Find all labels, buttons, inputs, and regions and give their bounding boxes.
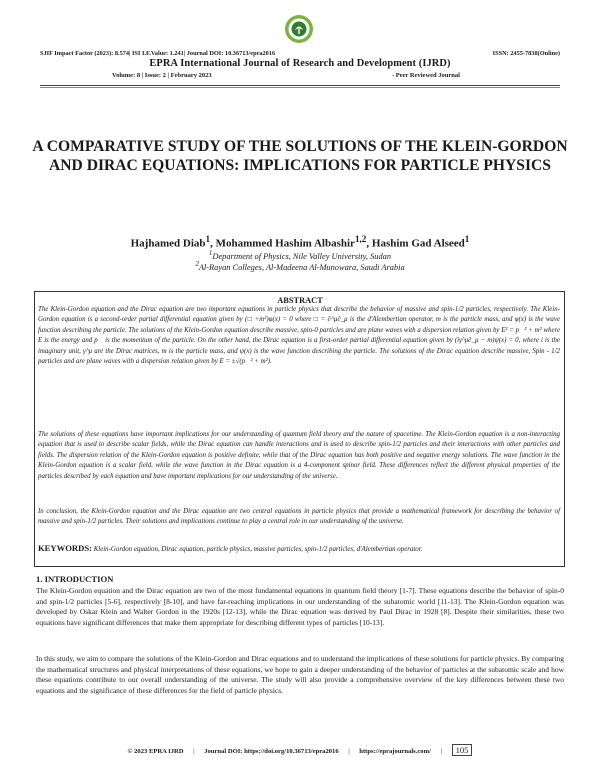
page-footer xyxy=(0,745,600,755)
header-divider-thin xyxy=(40,87,560,88)
author-affiliation-mark: 1 xyxy=(205,234,211,244)
footer-url[interactable]: https://eprajournals.com/ xyxy=(359,748,431,755)
header-divider xyxy=(40,85,560,86)
page-number: 105 xyxy=(452,744,473,756)
abstract-paragraph: The Klein-Gordon equation and the Dirac equation are two important equations in particle physics that describe the behavior of massive and spin-1/2 particles, respectively. The Klein-Gordon equation is a second-order partial differential equation given by (□ +m²)φ(x) = 0 where □ = ∂^μ∂_μ is the d'Alembertian operator, m is the particle mass, and φ(x) is the wave function describing the particle. The solutions of the Klein-Gordon equation describe massive, spin-0 particles and are plane waves with a dispersion relation given by E² = p⃗² + m² where E is the energy and p⃗ is the momentum of the particle. On the other hand, the Dirac equation is a first-order partial differential equation given by (iγ^μ∂_μ − m)ψ(x) = 0, where i is the imaginary unit, γ^μ are the Dirac matrices, m is the particle mass, and ψ(x) is the wave function describing the particle. The solutions of the Dirac equation describe massive, Spin - 1/2 particles and are plane waves with a dispersion relation given by E = ±√(p⃗² + m²). xyxy=(38,306,560,366)
issue-line xyxy=(112,72,492,79)
abstract-heading: ABSTRACT xyxy=(277,296,323,305)
journal-title: EPRA International Journal of Research and Development (IJRD) xyxy=(149,58,451,69)
affiliation-text: Department of Physics, Nile Valley University, Sudan xyxy=(212,251,392,261)
journal-logo-icon xyxy=(284,14,314,44)
body-paragraph: In this study, we aim to compare the solutions of the Klein-Gordon and Dirac equations and to understand the implications of these solutions for particle physics. By comparing the mathematical structures and physical interpretations of these equations, we hope to gain a deeper understanding of the behavior of particles at the subatomic scale and how these equations contribute to our overall understanding of the universe. The study will also provide a comprehensive overview of the key differences between these two equations and the significance of these differences for the field of particle physics. xyxy=(36,654,564,695)
author-affiliation-mark: 1 xyxy=(464,234,470,244)
author-name: Hajhamed Diab xyxy=(130,237,206,250)
author-affiliation-mark: 1,2 xyxy=(354,234,367,244)
paper-title: A COMPARATIVE STUDY OF THE SOLUTIONS OF THE KLEIN-GORDON AND DIRAC EQUATIONS: IMPLICATIONS FOR PARTICLE PHYSICS xyxy=(32,138,568,175)
section-heading: 1. INTRODUCTION xyxy=(36,574,114,584)
keywords-label: KEYWORDS: xyxy=(38,543,92,553)
author-list xyxy=(0,234,600,250)
keywords xyxy=(38,543,560,555)
keywords-text: Klein-Gordon equation, Dirac equation, particle physics, massive particles, spin-1/2 particles, d'Alembertian operator. xyxy=(93,546,423,553)
author-separator: , xyxy=(366,237,372,250)
impact-factor: SJIF Impact Factor (2023): 8.574| ISI I.F.Value: 1.241| Journal DOI: 10.36713/epra2016 xyxy=(40,50,276,57)
footer-separator: | xyxy=(193,748,195,755)
body-paragraph: The Klein-Gordon equation and the Dirac equation are two of the most fundamental equations in quantum field theory [1-7]. These equations describe the behavior of spin-0 and spin-1/2 particles [5-6], respectively [8-10], and have far-reaching implications in our understanding of the subatomic world [11-13]. The Klein-Gordon equation was developed by Oskar Klein and Walter Gordon in the 1920s [12-13], while the Dirac equation was derived by Paul Dirac in 1928 [8]. Despite their similarities, these two equations have significant differences that make them appropriate for describing different types of particles [10-13]. xyxy=(36,586,564,627)
author-separator: , xyxy=(210,237,216,250)
issue-info: Volume: 8 | Issue: 2 | February 2023 xyxy=(112,72,212,79)
abstract-paragraph: In conclusion, the Klein-Gordon equation and the Dirac equation are two central equations in particle physics that provide a mathematical framework for describing the behavior of massive and spin-1/2 particles. Their solutions and implications continue to play a central role in our understanding of the universe. xyxy=(38,508,560,526)
footer-doi: Journal DOI: https://doi.org/10.36713/epra2016 xyxy=(204,748,339,755)
affiliation-mark: 2 xyxy=(195,260,199,268)
affiliation xyxy=(0,260,600,272)
abstract-paragraph: The solutions of these equations have important implications for our understanding of quantum field theory and the nature of spacetime. The Klein-Gordon equation is a non-interacting equation that is used to describe scalar fields, while the Dirac equation can handle interactions and is used to describe spin-1/2 particles and their interactions with other particles and fields. The dispersion relation of the Klein-Gordon equation is positive definite, while that of the Dirac equation has both positive and negative energy solutions. The wave function in the Klein-Gordon equation is a scalar field, while the wave function in the Dirac equation is a 4-component spinor field. These differences reflect the different physical properties of the particles described by each equation and have important implications for our understanding of the universe. xyxy=(38,431,560,480)
affiliation-mark: 1 xyxy=(208,249,213,257)
footer-separator: | xyxy=(440,748,442,755)
header-meta xyxy=(40,50,560,57)
peer-review-label: - Peer Reviewed Journal xyxy=(392,72,460,79)
footer-copyright: © 2023 EPRA IJRD xyxy=(127,748,184,755)
footer-separator: | xyxy=(348,748,350,755)
affiliation-text: Al-Rayan Colleges, Al-Madeena Al-Munowara, Saudi Arabia xyxy=(198,262,405,272)
author-name: Hashim Gad Alseed xyxy=(371,237,465,250)
issn: ISSN: 2455-7838(Online) xyxy=(492,50,560,57)
author-name: Mohammed Hashim Albashir xyxy=(215,237,355,250)
